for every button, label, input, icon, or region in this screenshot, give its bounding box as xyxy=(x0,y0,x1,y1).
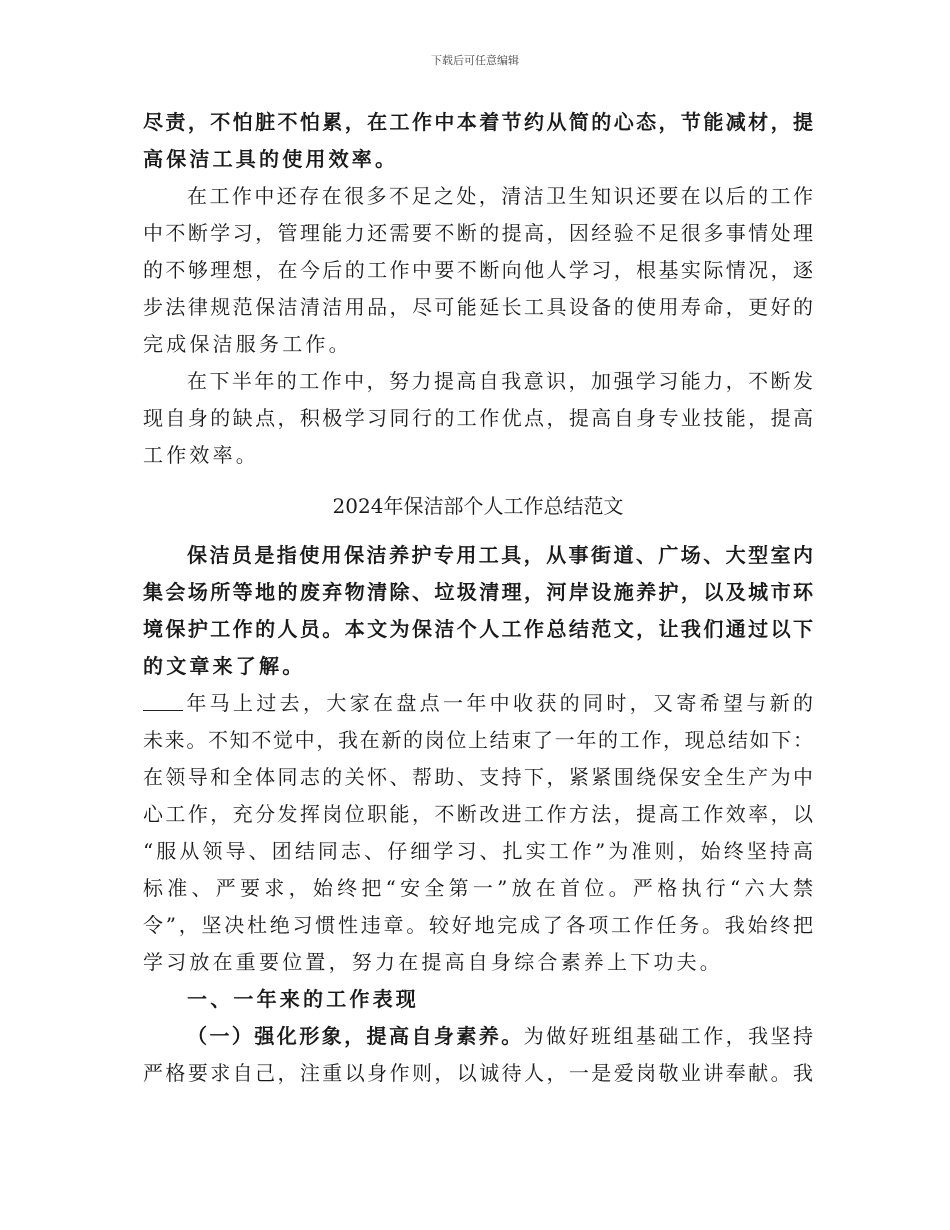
text-line: 工作效率。 xyxy=(143,443,259,467)
paragraph-3 xyxy=(143,363,813,474)
text-line: 高保洁工具的使用效率。 xyxy=(143,147,399,171)
header-note: 下载后可任意编辑 xyxy=(431,54,519,67)
text-line: 严格要求自己，注重以身作则，以诚待人，一是爱岗敬业讲奉献。我 xyxy=(143,1061,813,1085)
subsection-text: 为做好班组基础工作，我坚持 xyxy=(523,1024,814,1048)
blank-underline xyxy=(143,692,183,711)
text-line: 学习放在重要位置，努力在提高自身综合素养上下功夫。 xyxy=(143,950,723,974)
text-line: 中不断学习，管理能力还需要不断的提高，因经验不足很多事情处理 xyxy=(143,221,813,245)
text-line: 标准、严要求，始终把“安全第一”放在首位。严格执行“六大禁 xyxy=(143,876,813,900)
text-line: 的文章来了解。 xyxy=(143,654,306,678)
paragraph-summary xyxy=(143,685,813,981)
subsection-heading: （一）强化形象，提高自身素养。 xyxy=(187,1024,524,1048)
paragraph-2 xyxy=(143,178,813,363)
text-line: 现自身的缺点，积极学习同行的工作优点，提高自身专业技能，提高 xyxy=(143,406,813,430)
text-line: 境保护工作的人员。本文为保洁个人工作总结范文，让我们通过以下 xyxy=(143,617,813,641)
text-line: 尽责，不怕脏不怕累，在工作中本着节约从简的心态，节能减材，提 xyxy=(143,110,813,134)
text-line: 心工作，充分发挥岗位职能，不断改进工作方法，提高工作效率，以 xyxy=(143,802,813,826)
paragraph-intro xyxy=(143,537,813,685)
text-line: 令”，坚决杜绝习惯性违章。较好地完成了各项工作任务。我始终把 xyxy=(143,913,813,937)
text-line: 在领导和全体同志的关怀、帮助、支持下，紧紧围绕保安全生产为中 xyxy=(143,765,813,789)
section-heading: 一、一年来的工作表现 xyxy=(187,987,419,1011)
text-line: “服从领导、团结同志、仔细学习、扎实工作”为准则，始终坚持高 xyxy=(143,839,813,863)
text-line: 的不够理想，在今后的工作中要不断向他人学习，根基实际情况，逐 xyxy=(143,258,813,282)
text-line: 未来。不知不觉中，我在新的岗位上结束了一年的工作，现总结如下： xyxy=(143,728,813,752)
paragraph-1 xyxy=(143,104,813,178)
text-line: 保洁员是指使用保洁养护专用工具，从事街道、广场、大型室内 xyxy=(187,543,813,567)
text-line: 在下半年的工作中，努力提高自我意识，加强学习能力，不断发 xyxy=(187,369,813,393)
text-line: 在工作中还存在很多不足之处，清洁卫生知识还要在以后的工作 xyxy=(187,184,813,208)
text-line: 集会场所等地的废弃物清除、垃圾清理，河岸设施养护，以及城市环 xyxy=(143,580,813,604)
subsection-line xyxy=(143,1018,813,1055)
text-line xyxy=(143,685,813,722)
text-line: 完成保洁服务工作。 xyxy=(143,332,352,356)
text-line-rest: 年马上过去，大家在盘点一年中收获的同时，又寄希望与新的 xyxy=(183,691,813,715)
document-body xyxy=(143,104,813,1092)
text-line: 步法律规范保洁清洁用品，尽可能延长工具设备的使用寿命，更好的 xyxy=(143,295,813,319)
article-title: 2024年保洁部个人工作总结范文 xyxy=(332,494,624,518)
